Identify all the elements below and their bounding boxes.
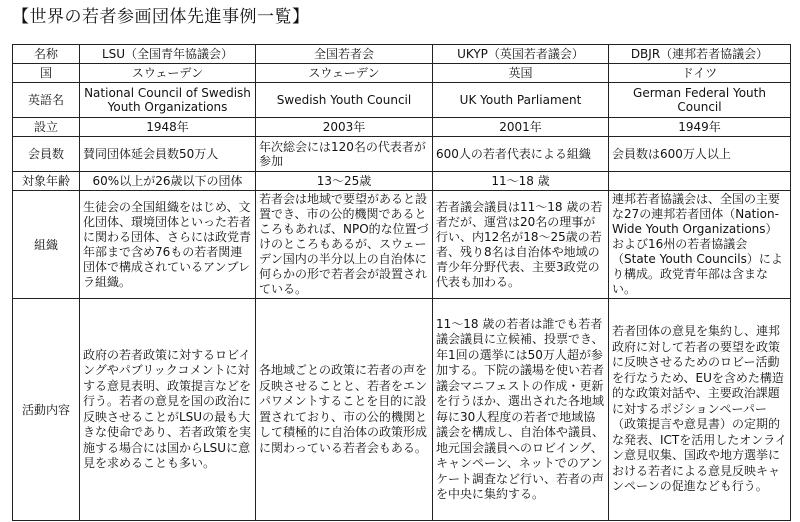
cell-name-dbjr: DBJR（連邦若者協議会） [609, 45, 791, 64]
row-established [13, 118, 791, 137]
cell-english-name-ukyp: UK Youth Parliament [433, 83, 609, 118]
cell-established-swedish-youth-council: 2003年 [256, 118, 433, 137]
cell-name-lsu: LSU（全国青年協議会） [80, 45, 256, 64]
header-activities: 活動内容 [13, 299, 80, 521]
cell-organization-swedish-youth-council [256, 191, 433, 299]
row-members [13, 137, 791, 172]
cell-established-lsu: 1948年 [80, 118, 256, 137]
organization-text-dbjr: 連邦若者協議会は、全国の主要な27の連邦若者団体（Nation-Wide Youth Organizations）および16州の若者協議会（State Youth Councils）により構成。政党青年部は含まない。 [612, 192, 783, 296]
activities-text-ukyp: 11～18 歳の若者は誰でも若者議会議員に立候補、投票でき、年1回の選挙には50万人超が参加する。下院の議場を使い若者議会マニフェストの作成・更新を行うほか、選出された各地域毎に30人程度の若者で地域協議会を構成し、自治体や議員、地元国会議員へのロビイング、キャンペーン、ネットでのアンケート調査など行い、若者の声を中央に集約する。 [436, 316, 605, 501]
cell-members-swedish-youth-council: 年次総会には120名の代表者が参加 [256, 137, 433, 172]
cell-target-age-dbjr [609, 172, 791, 191]
row-organization [13, 191, 791, 299]
cell-activities-ukyp [433, 299, 609, 521]
cell-target-age-lsu: 60%以上が26歳以下の団体 [80, 172, 256, 191]
cell-established-ukyp: 2001年 [433, 118, 609, 137]
cell-activities-dbjr [609, 299, 791, 521]
row-name [13, 45, 791, 64]
organization-text-ukyp: 若者議会議員は11～18 歳の若者だが、運営は20名の理事が行い、内12名が18～25歳の若者、残り8名は自治体や地域の青少年分野代表、主要3政党の代表も加わる。 [436, 199, 603, 289]
cell-target-age-swedish-youth-council: 13～25歳 [256, 172, 433, 191]
cell-members-dbjr: 会員数は600万人以上 [609, 137, 791, 172]
header-target-age: 対象年齢 [13, 172, 80, 191]
cell-members-ukyp: 600人の若者代表による組織 [433, 137, 609, 172]
page-title: 【世界の若者参画団体先進事例一覧】 [12, 7, 310, 27]
row-target-age [13, 172, 791, 191]
cell-english-name-dbjr: German Federal Youth Council [609, 83, 791, 118]
cell-members-lsu: 賛同団体延会員数50万人 [80, 137, 256, 172]
cell-established-dbjr: 1949年 [609, 118, 791, 137]
cell-target-age-ukyp: 11～18 歳 [433, 172, 609, 191]
cell-activities-lsu [80, 299, 256, 521]
organization-text-lsu: 生徒会の全国組織をはじめ、文化団体、環境団体といった若者に関わる団体、さらには政党青年部まで含め76もの若者関連団体で構成されているアンブレラ組織。 [83, 199, 252, 289]
header-established: 設立 [13, 118, 80, 137]
cell-name-swedish-youth-council: 全国若者会 [256, 45, 433, 64]
activities-text-swedish-youth-council: 各地域ごとの政策に若者の声を反映させることと、若者をエンパワメントすることを目的に設置されており、市の公的機関として積極的に自治体の政策形成に関わっている若者会もある。 [259, 363, 428, 455]
cell-organization-dbjr [609, 191, 791, 299]
cell-country-swedish-youth-council: スウェーデン [256, 64, 433, 83]
cell-english-name-lsu: National Council of Swedish Youth Organizations [80, 83, 256, 118]
header-english-name: 英語名 [13, 83, 80, 118]
cell-name-ukyp: UKYP（英国若者議会） [433, 45, 609, 64]
cell-organization-lsu [80, 191, 256, 299]
cell-english-name-swedish-youth-council: Swedish Youth Council [256, 83, 433, 118]
cell-organization-ukyp [433, 191, 609, 299]
comparison-table [12, 44, 791, 521]
header-organization: 組織 [13, 191, 80, 299]
cell-country-dbjr: ドイツ [609, 64, 791, 83]
cell-activities-swedish-youth-council [256, 299, 433, 521]
row-country [13, 64, 791, 83]
header-name: 名称 [13, 45, 80, 64]
row-english-name [13, 83, 791, 118]
row-activities [13, 299, 791, 521]
header-country: 国 [13, 64, 80, 83]
activities-text-lsu: 政府の若者政策に対するロビイングやパブリックコメントに対する意見表明、政策提言などを行う。若者の意見を国の政治に反映させることがLSUの最も大きな使命であり、若者政策を実施する場合には国からLSUに意見を求めることも多い。 [83, 347, 252, 470]
organization-text-swedish-youth-council: 若者会は地域で要望があると設置でき、市の公的機関であるところもあれば、NPO的な位置づけのところもあるが、スウェーデン国内の半分以上の自治体に何らかの形で若者会が設置されている。 [259, 192, 429, 296]
header-members: 会員数 [13, 137, 80, 172]
activities-text-dbjr: 若者団体の意見を集約し、連邦政府に対して若者の要望を政策に反映させるためのロビー活動を行なうため、EUを含めた構造的な政策対話や、主要政治課題に対するポジションペーパー（政策提言や意見書）の定期的な発表、ICTを活用したオンライン意見収集、国政や地方選挙における若者による意見反映キャンペーンの促進なども行う。 [612, 324, 787, 494]
cell-country-lsu: スウェーデン [80, 64, 256, 83]
cell-country-ukyp: 英国 [433, 64, 609, 83]
